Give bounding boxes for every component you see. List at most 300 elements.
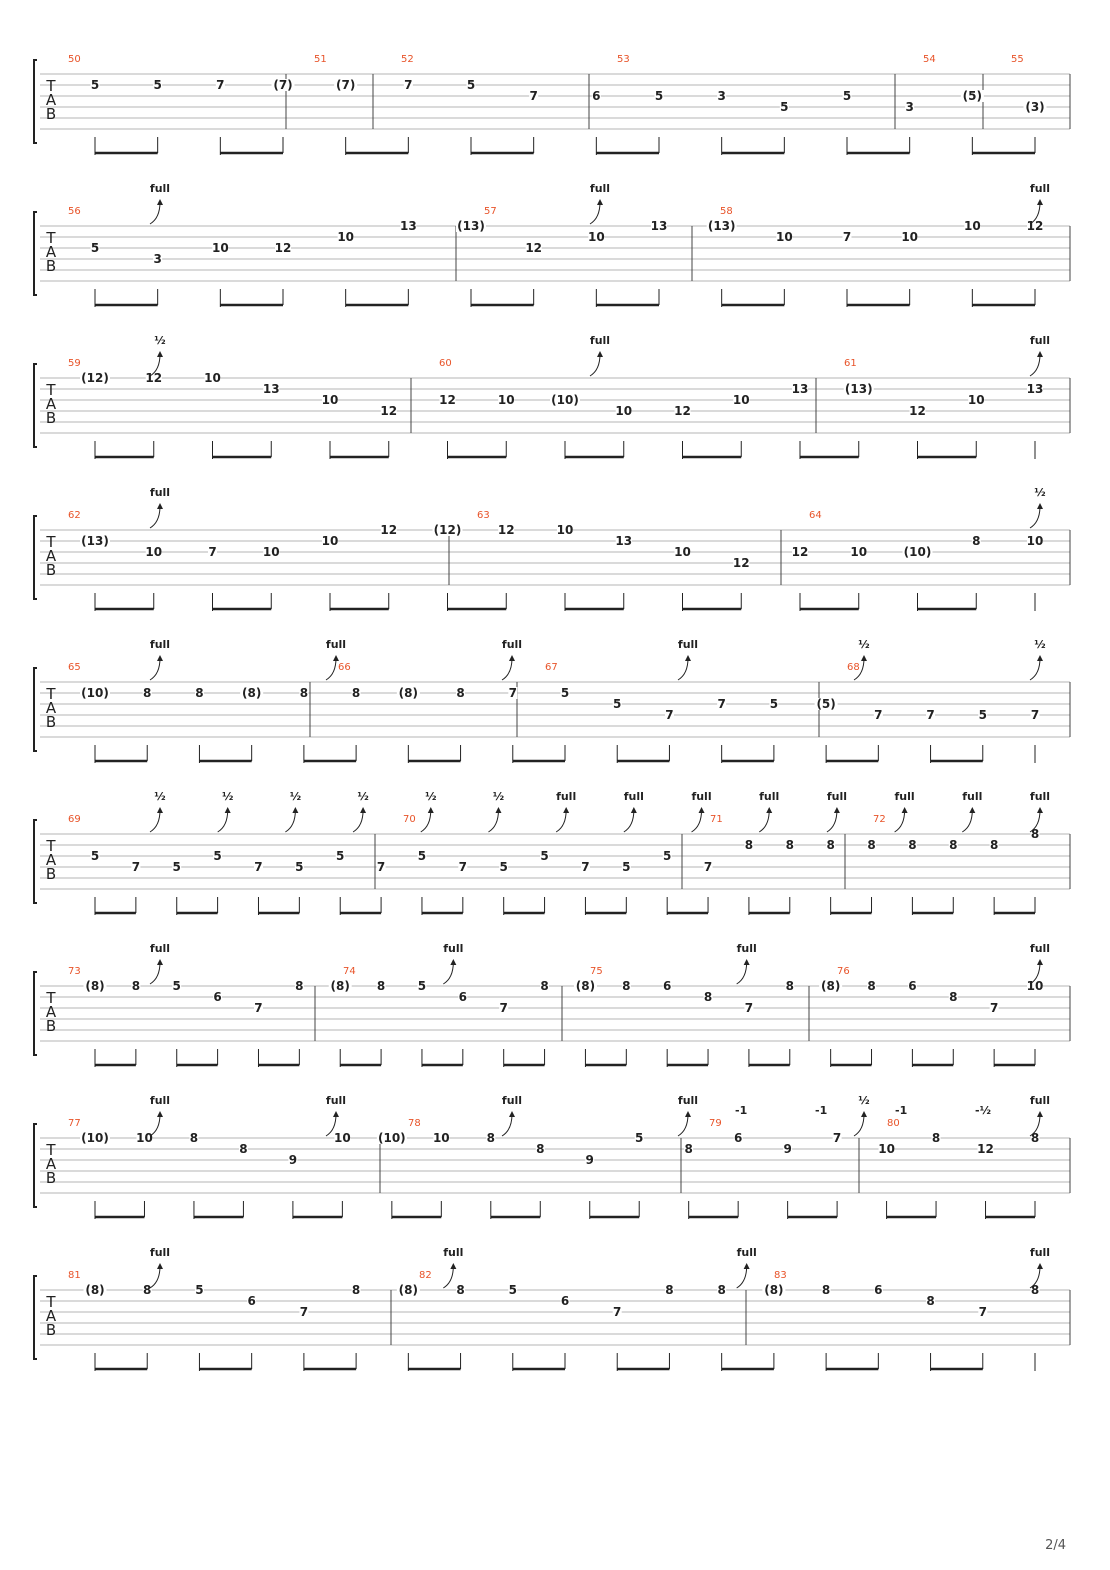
fret-number: 8 [972,534,981,548]
bend-arrowhead [1037,655,1043,661]
fret-number: 12 [380,404,398,418]
fret-number: 8 [949,990,958,1004]
fret-number: 10 [337,230,355,244]
staff-system [34,942,1070,1067]
bend-arrowhead [861,1111,867,1117]
bend-arrowhead [225,807,231,813]
system-brace [34,60,37,143]
fret-number: 7 [458,860,468,874]
staff-system [34,790,1070,915]
fret-number: 13 [399,219,417,233]
measure-number: 83 [774,1270,787,1281]
measure-number: 75 [590,966,603,977]
bend-arrowhead [450,1263,456,1269]
tab-clef-letter: A [45,1003,57,1021]
fret-number: 8 [821,1283,831,1297]
system-brace [34,212,37,295]
bend-label: full [1029,1094,1051,1107]
measure-number: 52 [401,54,414,65]
system-brace [34,364,37,447]
fret-number: 9 [783,1142,792,1156]
bend-arrowhead [861,655,867,661]
fret-number: 7 [703,860,713,874]
fret-number: 5 [540,849,549,863]
bend-arrowhead [597,351,603,357]
fret-number: 7 [131,860,141,874]
fret-number: 12 [274,241,292,255]
fret-number: 10 [136,1131,153,1145]
measure-number: 67 [545,662,558,673]
system-brace [34,820,37,903]
bend-arrowhead [360,807,366,813]
bend-arrowhead [157,959,163,965]
fret-number: (10) [551,393,579,407]
fret-number: 12 [977,1142,994,1156]
fret-number: 8 [239,1142,248,1156]
tab-clef-letter: A [45,91,57,109]
bend-arrowhead [157,199,163,205]
measure-number: 80 [887,1118,900,1129]
fret-number: 13 [615,534,633,548]
tab-clef-letter: A [45,243,57,261]
release-label: -1 [815,1104,828,1117]
fret-number: 10 [1026,979,1044,993]
fret-number: 13 [650,219,668,233]
bend-curve [1030,354,1040,376]
bend-label: full [443,1246,464,1259]
fret-number: 10 [334,1131,351,1145]
fret-number: 8 [1030,1283,1040,1297]
bend-arrowhead [157,351,163,357]
bend-curve [1030,658,1040,680]
bend-curve [737,1266,747,1288]
bend-label: full [556,790,577,803]
fret-number: 5 [769,697,779,711]
bend-curve [326,658,336,680]
fret-number: 5 [508,1283,517,1297]
fret-number: 8 [299,686,309,700]
bend-curve [150,506,160,528]
fret-number: 10 [556,523,574,537]
fret-number: 8 [717,1283,726,1297]
fret-number: 8 [949,838,958,852]
fret-number: 6 [662,979,672,993]
bend-label: full [1029,942,1051,955]
measure-number: 64 [809,510,822,521]
fret-number: 5 [153,78,162,92]
fret-number: 5 [295,860,304,874]
fret-number: 8 [1030,1131,1040,1145]
measure-number: 53 [617,54,630,65]
bend-curve [150,810,160,832]
bend-arrowhead [1037,199,1043,205]
bend-label: full [962,790,983,803]
bend-label: full [325,638,347,651]
fret-number: 7 [216,78,225,92]
measure-number: 76 [837,966,850,977]
fret-number: 7 [299,1305,309,1319]
bend-label: full [325,1094,347,1107]
bend-curve [678,658,688,680]
fret-number: 6 [733,1131,743,1145]
bend-arrowhead [969,807,975,813]
bend-label: ½ [357,790,369,803]
fret-number: (13) [81,534,109,548]
bend-label: ½ [221,790,234,803]
fret-number: 13 [791,382,809,396]
fret-number: 12 [909,404,926,418]
bend-label: full [677,638,699,651]
bend-label: full [501,1094,523,1107]
fret-number: 7 [978,1305,987,1319]
system-brace [34,668,37,751]
fret-number: 7 [842,230,852,244]
fret-number: (5) [962,89,982,103]
bend-curve [737,962,747,984]
fret-number: (8) [820,979,841,993]
bend-arrowhead [766,807,772,813]
fret-number: 7 [665,708,674,722]
fret-number: 5 [622,860,631,874]
bend-label: full [149,942,171,955]
bend-arrowhead [744,959,750,965]
tab-clef-letter: A [45,851,57,869]
bend-arrowhead [333,1111,339,1117]
bend-curve [962,810,972,832]
fret-number: 10 [775,230,793,244]
measure-number: 56 [68,206,81,217]
bend-arrowhead [1037,807,1043,813]
bend-arrowhead [157,1111,163,1117]
bend-arrowhead [157,655,163,661]
bend-label: ½ [1034,486,1046,499]
fret-number: 10 [432,1131,450,1145]
fret-number: 10 [587,230,605,244]
fret-number: 10 [850,545,868,559]
measure-number: 55 [1011,54,1024,65]
measure-number: 82 [419,1270,432,1281]
bend-curve [150,202,160,224]
bend-label: ½ [425,790,437,803]
measure-number: 79 [709,1118,722,1129]
tab-clef-letter: B [45,1321,57,1339]
bend-curve [624,810,634,832]
bend-curve [150,962,160,984]
fret-number: 5 [417,979,427,993]
bend-curve [590,202,600,224]
fret-number: 5 [90,241,100,255]
bend-curve [502,658,512,680]
measure-number: 74 [343,966,356,977]
tab-clef-letter: B [45,409,57,427]
fret-number: 10 [674,545,691,559]
bend-curve [692,810,702,832]
fret-number: 6 [458,990,468,1004]
release-label: -1 [735,1104,748,1117]
fret-number: 8 [456,1283,465,1297]
fret-number: 3 [905,100,914,114]
fret-number: 7 [744,1001,754,1015]
fret-number: 8 [744,838,754,852]
measure-number: 81 [68,1270,81,1281]
fret-number: 8 [826,838,835,852]
tab-clef-letter: B [45,105,57,123]
bend-arrowhead [685,655,691,661]
fret-number: (12) [81,371,109,385]
fret-number: 3 [153,252,162,266]
fret-number: 7 [581,860,590,874]
fret-number: 7 [989,1001,999,1015]
fret-number: 10 [211,241,229,255]
fret-number: 12 [525,241,543,255]
fret-number: 5 [560,686,570,700]
staff-system [34,54,1070,155]
fret-number: 8 [376,979,386,993]
staff-system [34,486,1070,611]
fret-number: 7 [208,545,217,559]
fret-number: 10 [732,393,750,407]
measure-number: 65 [68,662,81,673]
bend-arrowhead [292,807,298,813]
fret-number: 8 [351,686,361,700]
fret-number: 8 [926,1294,935,1308]
fret-number: 8 [131,979,141,993]
fret-number: 8 [540,979,549,993]
fret-number: 5 [417,849,427,863]
bend-curve [443,1266,453,1288]
fret-number: (13) [457,219,485,233]
fret-number: 3 [717,89,726,103]
staff-system [34,1246,1070,1371]
tab-clef-letter: A [45,547,57,565]
bend-label: full [443,942,464,955]
bend-arrowhead [699,807,705,813]
tab-clef-letter: T [46,1141,56,1159]
fret-number: (8) [85,979,105,993]
bend-label: full [149,638,171,651]
bend-arrowhead [1037,959,1043,965]
measure-number: 77 [68,1118,81,1129]
bend-arrowhead [1037,503,1043,509]
fret-number: 9 [288,1153,298,1167]
bend-label: full [1029,1246,1051,1259]
tab-clef-letter: T [46,229,56,247]
bend-label: full [1029,790,1051,803]
bend-label: full [759,790,780,803]
fret-number: 6 [592,89,601,103]
tab-clef-letter: B [45,561,57,579]
fret-number: 8 [989,838,999,852]
measure-number: 54 [923,54,936,65]
bend-arrowhead [685,1111,691,1117]
fret-number: 5 [172,979,181,993]
bend-label: full [1029,334,1051,347]
bend-label: full [1029,182,1051,195]
fret-number: 13 [262,382,280,396]
bend-arrowhead [157,807,163,813]
fret-number: 12 [380,523,398,537]
fret-number: (13) [844,382,873,396]
fret-number: (10) [81,686,109,700]
bend-arrowhead [631,807,637,813]
measure-number: 78 [408,1118,421,1129]
bend-arrowhead [1037,351,1043,357]
bend-label: full [736,942,757,955]
fret-number: 5 [978,708,987,722]
fret-number: (8) [764,1283,784,1297]
staff-system [34,1094,1070,1219]
measure-number: 70 [403,814,416,825]
fret-number: 5 [195,1283,204,1297]
fret-number: 10 [321,534,339,548]
release-label: -1 [895,1104,908,1117]
measure-number: 62 [68,510,81,521]
fret-number: 12 [439,393,456,407]
bend-label: ½ [858,1094,870,1107]
bend-label: full [149,1246,171,1259]
fret-number: 8 [785,979,794,993]
tab-clef-letter: A [45,1307,57,1325]
bend-curve [443,962,453,984]
measure-number: 73 [68,966,81,977]
fret-number: 7 [254,860,263,874]
fret-number: 7 [832,1131,842,1145]
fret-number: 12 [674,404,691,418]
fret-number: 5 [336,849,345,863]
tab-clef-letter: T [46,533,56,551]
bend-label: ½ [858,638,870,651]
measure-number: 58 [720,206,733,217]
tab-clef-letter: T [46,685,56,703]
fret-number: 8 [1030,827,1040,841]
tab-clef-letter: T [46,837,56,855]
bend-curve [678,1114,688,1136]
bend-label: ½ [1034,638,1046,651]
fret-number: 6 [874,1283,883,1297]
bend-label: full [736,1246,757,1259]
bend-arrowhead [157,1263,163,1269]
bend-label: full [894,790,915,803]
fret-number: 8 [867,979,876,993]
measure-number: 60 [439,358,452,369]
fret-number: (10) [378,1131,406,1145]
bend-curve [556,810,566,832]
fret-number: 8 [456,686,465,700]
fret-number: 8 [536,1142,545,1156]
fret-number: 7 [508,686,517,700]
bend-label: full [149,486,171,499]
fret-number: 5 [90,849,100,863]
bend-arrowhead [428,807,434,813]
fret-number: 8 [684,1142,693,1156]
fret-number: 8 [143,686,152,700]
fret-number: (7) [336,78,356,92]
fret-number: 7 [254,1001,263,1015]
fret-number: 8 [189,1131,199,1145]
measure-number: 61 [844,358,857,369]
fret-number: 7 [499,1001,508,1015]
fret-number: 8 [703,990,713,1004]
fret-number: (13) [707,219,736,233]
tab-clef-letter: T [46,381,56,399]
fret-number: (12) [433,523,462,537]
fret-number: (10) [81,1131,109,1145]
measure-number: 57 [484,206,497,217]
fret-number: 7 [717,697,726,711]
measure-number: 51 [314,54,327,65]
measure-number: 66 [338,662,351,673]
fret-number: 5 [499,860,508,874]
fret-number: 12 [1026,219,1044,233]
bend-curve [1030,506,1040,528]
staff-system [34,334,1070,459]
bend-curve [759,810,769,832]
fret-number: 12 [791,545,809,559]
fret-number: (8) [398,686,418,700]
fret-number: 10 [967,393,985,407]
bend-curve [353,810,363,832]
fret-number: 10 [963,219,981,233]
fret-number: 10 [615,404,633,418]
fret-number: 8 [785,838,794,852]
fret-number: (3) [1025,100,1045,114]
bend-curve [150,658,160,680]
tab-clef-letter: B [45,713,57,731]
staff-system [34,182,1070,307]
fret-number: 10 [1026,534,1044,548]
fret-number: 5 [780,100,789,114]
tab-clef-letter: T [46,989,56,1007]
bend-arrowhead [902,807,908,813]
bend-arrowhead [1037,1263,1043,1269]
fret-number: 7 [613,1305,622,1319]
fret-number: (7) [273,78,293,92]
bend-label: full [826,790,848,803]
tab-clef-letter: B [45,257,57,275]
fret-number: 6 [213,990,222,1004]
fret-number: 8 [665,1283,674,1297]
bend-label: ½ [154,334,166,347]
tab-clef-letter: T [46,1293,56,1311]
bend-curve [590,354,600,376]
fret-number: 8 [622,979,631,993]
fret-number: 10 [204,371,221,385]
fret-number: 5 [635,1131,644,1145]
fret-number: 8 [295,979,304,993]
fret-number: 8 [931,1131,941,1145]
bend-label: ½ [492,790,505,803]
bend-curve [218,810,228,832]
fret-number: (10) [903,545,932,559]
fret-number: 8 [351,1283,361,1297]
measure-number: 71 [710,814,723,825]
fret-number: 7 [874,708,883,722]
fret-number: 13 [1026,382,1044,396]
fret-number: (8) [398,1283,418,1297]
fret-number: 5 [842,89,852,103]
bend-curve [827,810,837,832]
fret-number: 5 [613,697,622,711]
measure-number: 59 [68,358,81,369]
measure-number: 69 [68,814,81,825]
fret-number: 8 [486,1131,495,1145]
fret-number: 7 [529,89,538,103]
bend-arrowhead [509,1111,515,1117]
fret-number: 7 [376,860,386,874]
tab-clef-letter: A [45,1155,57,1173]
bend-arrowhead [834,807,840,813]
fret-number: 7 [404,78,413,92]
